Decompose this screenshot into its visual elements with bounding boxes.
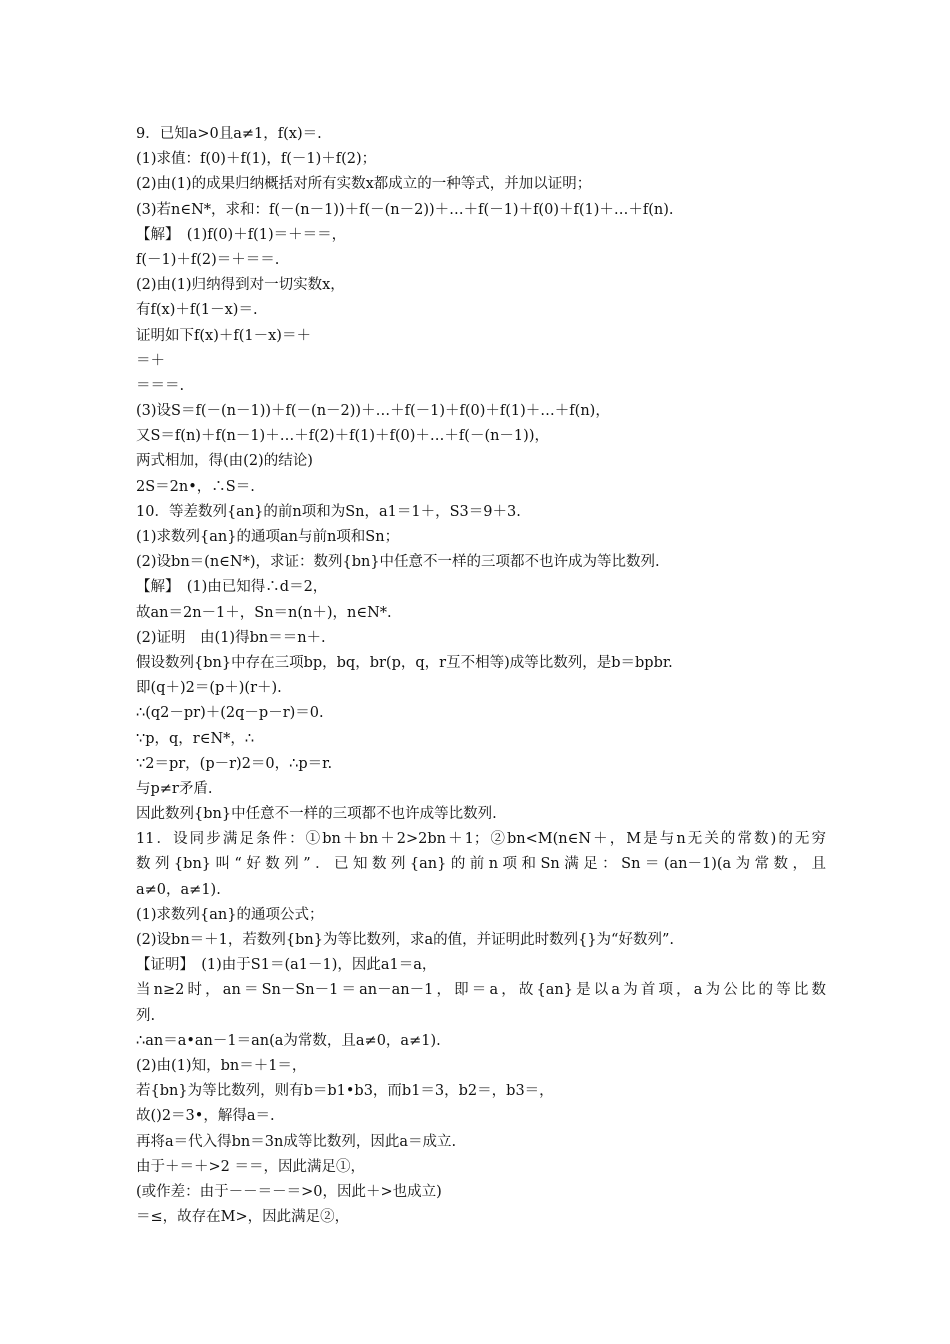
text-line: 11．设同步满足条件：①bn＋bn＋2>2bn＋1；②bn<M(n∈N＋，M是与n无关的常数)的无穷 [136, 831, 826, 848]
text-line: 由于＋＝＋>2 ＝＝，因此满足①， [136, 1158, 365, 1175]
text-line: 又S＝f(n)＋f(n－1)＋…＋f(2)＋f(1)＋f(0)＋…＋f(－(n－1))， [136, 428, 549, 445]
text-line: 故()2＝3•，解得a＝. [136, 1108, 275, 1125]
text-line: 列. [136, 1007, 156, 1024]
text-line: 有f(x)＋f(1－x)＝. [136, 302, 258, 319]
text-line: 两式相加，得(由(2)的结论) [136, 453, 313, 470]
text-line: 若{bn}为等比数列，则有b＝b1•b3，而b1＝3，b2＝，b3＝， [136, 1083, 554, 1100]
text-line: (1)求数列{an}的通项公式； [136, 906, 324, 923]
text-line: a≠0，a≠1). [136, 881, 221, 898]
text-line: (3)若n∈N*，求和：f(－(n－1))＋f(－(n－2))＋…＋f(－1)＋f(0)＋f(1)＋…＋f(n). [136, 201, 674, 218]
text-line: (2)由(1)的成果归纳概括对所有实数x都成立的一种等式，并加以证明； [136, 176, 592, 193]
text-line: 10．等差数列{an}的前n项和为Sn，a1＝1＋，S3＝9＋3. [136, 503, 521, 520]
text-line: 与p≠r矛盾. [136, 780, 213, 797]
text-line: 2S＝2n•，∴S＝. [136, 478, 255, 495]
text-line: 【解】 (1)由已知得∴d＝2， [136, 579, 328, 596]
text-line: 假设数列{bn}中存在三项bp，bq，br(p，q，r互不相等)成等比数列，是b＝bpbr. [136, 654, 673, 671]
text-line: ＝＋ [136, 352, 165, 369]
text-line: ∵2＝pr，(p－r)2＝0，∴p＝r. [136, 755, 333, 772]
text-line: 9．已知a>0且a≠1，f(x)＝. [136, 126, 322, 142]
text-line: (或作差：由于－－＝－＝>0，因此＋>也成立) [136, 1183, 442, 1200]
text-line: 数列{bn}叫“好数列”．已知数列{an}的前n项和Sn满足：Sn＝(an－1)(a为常数，且 [136, 856, 826, 873]
text-line: ∴an＝a•an－1＝an(a为常数，且a≠0，a≠1). [136, 1032, 441, 1049]
text-line: ∵p，q，r∈N*，∴ [136, 730, 255, 747]
text-line: f(－1)＋f(2)＝＋＝＝. [136, 251, 280, 268]
text-line: 再将a＝代入得bn＝3n成等比数列，因此a＝成立. [136, 1133, 457, 1150]
text-line: (2)证明 由(1)得bn＝＝n＋. [136, 629, 326, 646]
text-line: (2)设bn＝(n∈N*)，求证：数列{bn}中任意不一样的三项都不也许成为等比数列. [136, 554, 660, 571]
text-line: (1)求数列{an}的通项an与前n项和Sn； [136, 529, 400, 545]
text-line: 【解】 (1)f(0)＋f(1)＝＋＝＝， [136, 226, 347, 243]
document-page [136, 122, 826, 1230]
text-line: (2)由(1)知，bn＝＋1＝， [136, 1057, 307, 1074]
text-line: (2)设bn＝＋1，若数列{bn}为等比数列，求a的值，并证明此时数列{}为“好数列”. [136, 932, 674, 948]
text-line: ＝＝＝. [136, 377, 185, 394]
text-line: (1)求值：f(0)＋f(1)，f(－1)＋f(2)； [136, 151, 377, 168]
text-line: (2)由(1)归纳得到对一切实数x， [136, 277, 345, 294]
text-line: (3)设S＝f(－(n－1))＋f(－(n－2))＋…＋f(－1)＋f(0)＋f(1)＋…＋f(n)， [136, 403, 610, 420]
text-line: ＝≤，故存在M>，因此满足②， [136, 1209, 350, 1226]
text-line: 即(q＋)2＝(p＋)(r＋). [136, 680, 282, 697]
text-line: 因此数列{bn}中任意不一样的三项都不也许成等比数列. [136, 806, 497, 823]
text-line: 当n≥2时，an＝Sn－Sn－1＝an－an－1，即＝a，故{an}是以a为首项，a为公比的等比数 [136, 982, 826, 999]
text-line: 故an＝2n－1＋，Sn＝n(n＋)，n∈N*. [136, 604, 392, 621]
text-line: 证明如下f(x)＋f(1－x)＝＋ [136, 327, 311, 344]
text-line: ∴(q2－pr)＋(2q－p－r)＝0. [136, 705, 324, 722]
text-line: 【证明】 (1)由于S1＝(a1－1)，因此a1＝a， [136, 957, 437, 974]
